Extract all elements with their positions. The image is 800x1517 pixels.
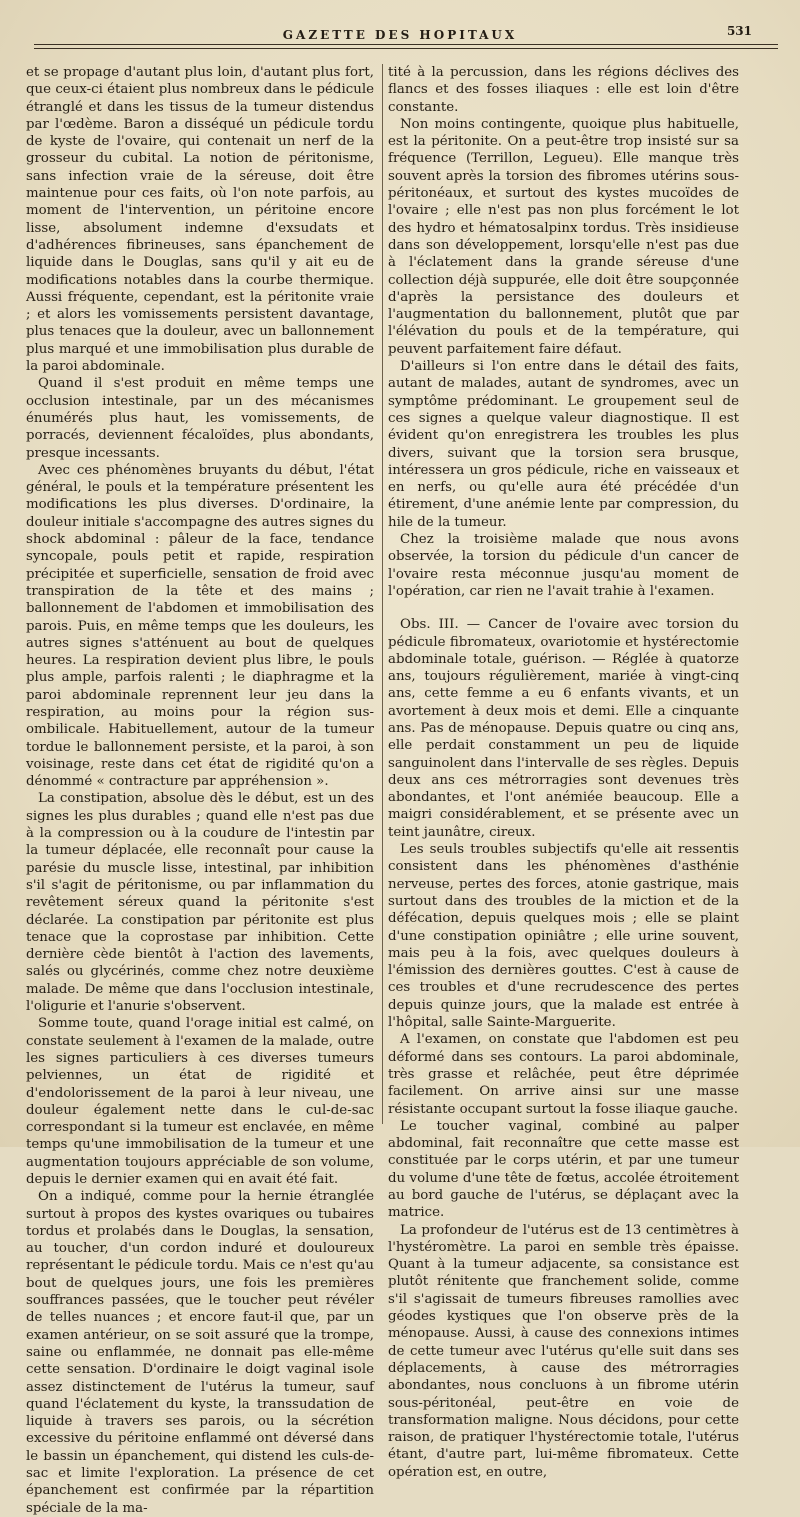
paragraph: Le toucher vaginal, combiné au palper abdominal, fait reconnaître que cette masse est constituée par le corps utérin, et par une tumeur du volume d'une tête de fœtus, accolée étroitement au bord gauche de l'utérus, se déplaçant avec la matrice. — [388, 1118, 739, 1221]
paragraph: Les seuls troubles subjectifs qu'elle ait ressentis consistent dans les phénomènes d'asthénie nerveuse, pertes des forces, atonie gastrique, mais surtout dans des troubles de la miction et de la défécation, depuis quelques mois ; elle se plaint d'une constipation opiniâtre ; elle urine souvent, mais peu à la fois, avec quelques douleurs à l'émission des dernières gouttes. C'est à cause de ces troubles et d'une recrudescence des pertes depuis quinze jours, que la malade est entrée à l'hôpital, salle Sainte-Marguerite. — [388, 842, 739, 1031]
paragraph: D'ailleurs si l'on entre dans le détail des faits, autant de malades, autant de syndromes, avec un symptôme prédominant. Le groupement seul de ces signes a quelque valeur diagnostique. Il est évident qu'on enregistrera les troubles les plus divers, suivant que la torsion sera brusque, intéressera un gros pédicule, riche en vaisseaux et en nerfs, ou qu'elle aura été précédée d'un étirement, d'une anémie lente par compression, du hile de la tumeur. — [388, 359, 739, 530]
paragraph: La constipation, absolue dès le début, est un des signes les plus durables ; quand elle n'est pas due à la compression ou à la coudure de l'intestin par la tumeur déplacée, elle reconnaît pour cause la parésie du muscle lisse, intestinal, par inhibition s'il s'agit de péritonisme, ou par inflammation du revêtement séreux quand la péritonite s'est déclarée. La constipation par péritonite est plus tenace que la coprostase par inhibition. Cette dernière cède bientôt à l'action des lavements, salés ou glycérinés, comme chez notre deuxième malade. De même que dans l'occlusion intestinale, l'oligurie et l'anurie s'observent. — [26, 791, 374, 1015]
paragraph: Avec ces phénomènes bruyants du début, l'état général, le pouls et la température présentent les modifications les plus diverses. D'ordinaire, la douleur initiale s'accompagne des autres signes du shock abdominal : pâleur de la face, tendance syncopale, pouls petit et rapide, respiration précipitée et superficielle, sensation de froid avec transpiration de la tête et des mains ; ballonnement de l'abdomen et immobilisation des parois. Puis, en même temps que les douleurs, les autres signes s'atténuent au bout de quelques heures. La respiration devient plus libre, le pouls plus ample, parfois ralenti ; le diaphragme et la paroi abdominale reprennent leur jeu dans la respiration, au moins pour la région sus-ombilicale. Habituellement, autour de la tumeur tordue le ballonnement persiste, et la paroi, à son voisinage, reste dans cet état de rigidité qu'on a dénommé « contracture par appréhension ». — [26, 462, 374, 790]
observation-heading-paragraph: Obs. III. — Cancer de l'ovaire avec torsion du pédicule fibromateux, ovariotomie et hystérectomie abdominale totale, guérison. — Réglée à quatorze ans, toujours régulièrement, mariée à vingt-cinq ans, cette femme a eu 6 enfants vivants, et un avortement à deux mois et demi. Elle a cinquante ans. Pas de ménopause. Depuis quatre ou cinq ans, elle perdait constamment un peu de liquide sanguinolent dans l'intervalle de ses règles. Depuis deux ans ces métrorragies sont devenues très abondantes, et l'ont anémiée beaucoup. Elle a maigri considérablement, et se présente avec un teint jaunâtre, cireux. — [388, 617, 739, 840]
page-header — [20, 18, 780, 58]
column-divider — [382, 64, 383, 1124]
paragraph: Non moins contingente, quoique plus habituelle, est la péritonite. On a peut-être trop insisté sur sa fréquence (Terrillon, Legueu). Elle manque très souvent après la torsion des fibromes utérins sous-péritonéaux, et surtout des kystes mucoïdes de l'ovaire ; elle n'est pas non plus forcément le lot des hydro et hématosalpinx tordus. Très insidieuse dans son développement, lorsqu'elle n'est pas due à l'éclatement dans la grande séreuse d'une collection déjà suppurée, elle doit être soupçonnée d'après la persistance des douleurs et l'augmentation du ballonnement, plutôt que par l'élévation du pouls et de la température, qui peuvent parfaitement faire défaut. — [388, 116, 739, 357]
paragraph: et se propage d'autant plus loin, d'autant plus fort, que ceux-ci étaient plus nombreux dans le pédicule étranglé et dans les tissus de la tumeur distendus par l'œdème. Baron a disséqué un pédicule tordu de kyste de l'ovaire, qui contenait un nerf de la grosseur du cubital. La notion de péritonisme, sans infection vraie de la séreuse, doit être maintenue pour ces faits, où l'on note parfois, au moment de l'intervention, un péritoine encore lisse, absolument indemne d'exsudats et d'adhérences fibrineuses, sans épanchement de liquide dans le Douglas, sans qu'il y ait eu de modifications notables dans la courbe thermique. Aussi fréquente, cependant, est la péritonite vraie ; et alors les vomissements persistent davantage, plus tenaces que la douleur, avec un ballonnement plus marqué et une immobilisation plus durable de la paroi abdominale. — [26, 65, 374, 375]
header-rule-thin — [34, 48, 778, 49]
paragraph: Somme toute, quand l'orage initial est calmé, on constate seulement à l'examen de la malade, outre les signes particuliers à ces diverses tumeurs pelviennes, un état de rigidité et d'endolorissement de la paroi à leur niveau, une douleur également nette dans le cul-de-sac correspondant si la tumeur est enclavée, en même temps qu'une immobilisation de la tumeur et une augmentation toujours appréciable de son volume, depuis le dernier examen qui en avait été fait. — [26, 1016, 374, 1187]
paragraph: La profondeur de l'utérus est de 13 centimètres à l'hystéromètre. La paroi en semble très épaisse. Quant à la tumeur adjacente, sa consistance est plutôt rénitente que franchement solide, comme s'il s'agissait de tumeurs fibreuses ramollies avec géodes kystiques que l'on observe près de la ménopause. Aussi, à cause des connexions intimes de cette tumeur avec l'utérus qu'elle suit dans ses déplacements, à cause des métrorragies abondantes, nous concluons à un fibrome utérin sous-péritonéal, peut-être en voie de transformation maligne. Nous décidons, pour cette raison, de pratiquer l'hystérectomie totale, l'utérus étant, d'autre part, lui-même fibromateux. Cette opération est, en outre, — [388, 1222, 739, 1480]
right-column — [388, 64, 739, 1481]
paragraph: Chez la troisième malade que nous avons observée, la torsion du pédicule d'un cancer de l'ovaire resta méconnue jusqu'au moment de l'opération, car rien ne l'avait trahie à l'examen. — [388, 532, 739, 599]
page-number: 531 — [726, 24, 752, 38]
header-rule — [34, 44, 778, 45]
paragraph: On a indiqué, comme pour la hernie étranglée surtout à propos des kystes ovariques ou tubaires tordus et prolabés dans le Douglas, la sensation, au toucher, d'un cordon induré et douloureux représentant le pédicule tordu. Mais ce n'est qu'au bout de quelques jours, une fois les premières souffrances passées, que le toucher peut révéler de telles nuances ; et encore faut-il que, par un examen antérieur, on se soit assuré que la trompe, saine ou enflammée, ne donnait pas elle-même cette sensation. D'ordinaire le doigt vaginal isole assez distinctement de l'utérus la tumeur, sauf quand l'éclatement du kyste, la transsudation de liquide à travers ses parois, ou la sécrétion excessive du péritoine enflammé ont déversé dans le bassin un épanchement, qui distend les culs-de-sac et limite l'exploration. La présence de cet épanchement est confirmée par la répartition spéciale de la ma- — [26, 1189, 374, 1516]
paragraph: A l'examen, on constate que l'abdomen est peu déformé dans ses contours. La paroi abdominale, très grasse et relâchée, peut être déprimée facilement. On arrive ainsi sur une masse résistante occupant surtout la fosse iliaque gauche. — [388, 1032, 739, 1117]
paragraph: Quand il s'est produit en même temps une occlusion intestinale, par un des mécanismes énumérés plus haut, les vomissements, de porracés, deviennent fécaloïdes, plus abondants, presque incessants. — [26, 376, 374, 461]
journal-title: GAZETTE DES HOPITAUX — [282, 28, 518, 42]
left-column — [26, 64, 374, 1517]
paragraph: tité à la percussion, dans les régions déclives des flancs et des fosses iliaques : elle est loin d'être constante. — [388, 65, 739, 115]
